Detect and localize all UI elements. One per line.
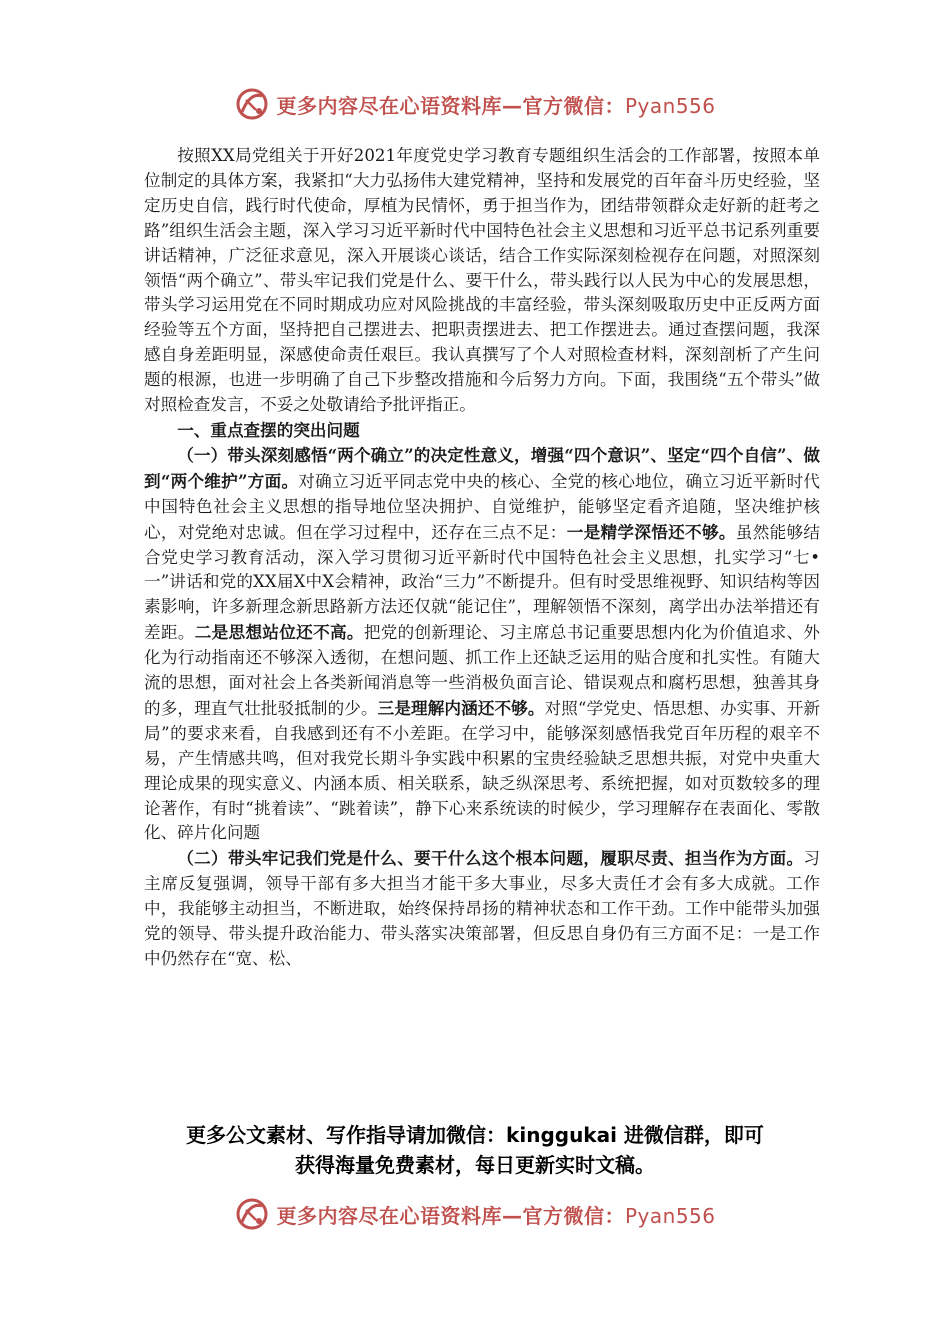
section-1-title: （一）带头深刻感悟“两个确立”的决定性意义，增强“四个意识”、坚定“四个自信”、做到“两个维护”方面。: [144, 444, 820, 491]
section-2-paragraph: （二）带头牢记我们党是什么、要干什么这个根本问题，履职尽责、担当作为方面。习主席反复强调，领导干部有多大担当才能干多大事业，尽多大责任才会有多大成就。工作中，我能够主动担当，不断进取，始终保持昂扬的精神状态和工作干劲。工作中能带头加强党的领导、带头提升政治能力、带头落实决策部署，但反思自身仍有三方面不足：一是工作中仍然存在“宽、松、: [144, 848, 820, 968]
section-1-paragraph: （一）带头深刻感悟“两个确立”的决定性意义，增强“四个意识”、坚定“四个自信”、做到“两个维护”方面。对确立习近平同志党中央的核心、全党的核心地位，确立习近平新时代中国特色社会主义思想的指导地位坚决拥护、自觉维护，能够坚定看齐追随，坚决维护核心，对党绝对忠诚。但在学习过程中，还存在三点不足：一是精学深悟还不够。虽然能够结合党史学习教育活动，深入学习贯彻习近平新时代中国特色社会主义思想，扎实学习“七•一”讲话和党的XX届X中X会精神，政治“三力”不断提升。但有时受思维视野、知识结构等因素影响，许多新理念新思路新方法还仅就“能记住”，理解领悟不深刻，离学出办法举措还有差距。二是思想站位还不高。把党的创新理论、习主席总书记重要思想内化为价值追求、外化为行动指南还不够深入透彻，在想问题、抓工作上还缺乏运用的贴合度和扎实性。有随大流的思想，面对社会上各类新闻消息等一些消极负面言论、错误观点和腐朽思想，独善其身的多，理直气壮批驳抵制的少。三是理解内涵还不够。对照“学党史、悟思想、办实事、开新局”的要求来看，自我感到还有不小差距。在学习中，能够深刻感悟我党百年历程的艰辛不易，产生情感共鸣，但对我党长期斗争实践中积累的宝贵经验缺乏思想共振，对党中央重大理论成果的现实意义、内涵本质、相关联系，缺乏纵深思考、系统把握，如对页数较多的理论著作，有时“挑着读”、“跳着读”，静下心来系统读的时候少，学习理解存在表面化、零散化、碎片化问题: [144, 444, 821, 843]
point-3: 三是理解内涵还不够。: [377, 697, 545, 718]
point-1: 一是精学深悟还不够。: [566, 521, 736, 542]
header-banner: [0, 84, 950, 124]
wechat-id: Pyan556: [624, 1203, 716, 1228]
promo-line-1: 更多公文素材、写作指导请加微信：kinggukai 进微信群，即可: [186, 1123, 764, 1147]
section-2-title: （二）带头牢记我们党是什么、要干什么这个根本问题，履职尽责、担当作为方面。: [177, 848, 804, 869]
calligraphy-seal-icon: [234, 86, 270, 122]
calligraphy-seal-icon: [234, 1196, 270, 1232]
promo-notice: [0, 1120, 950, 1180]
document-body: [144, 144, 820, 972]
footer-banner: [0, 1194, 950, 1234]
wechat-id: Pyan556: [624, 93, 716, 118]
intro-paragraph: 按照XX局党组关于开好2021年度党史学习教育专题组织生活会的工作部署，按照本单位制定的具体方案，我紧扣“大力弘扬伟大建党精神，坚持和发展党的百年奋斗历史经验，坚定历史自信，践行时代使命，厚植为民情怀，勇于担当作为，团结带领群众走好新的赶考之路”组织生活会主题，深入学习习近平新时代中国特色社会主义思想和习近平总书记系列重要讲话精神，广泛征求意见，深入开展谈心谈话，结合工作实际深刻检视存在问题，对照深刻领悟“两个确立”、带头牢记我们党是什么、要干什么，带头践行以人民为中心的发展思想，带头学习运用党在不同时期成功应对风险挑战的丰富经验，带头深刻吸取历史中正反两方面经验等五个方面，坚持把自己摆进去、把职责摆进去、把工作摆进去。通过查摆问题，我深感自身差距明显，深感使命责任艰巨。我认真撰写了个人对照检查材料，深刻剖析了产生问题的根源，也进一步明确了自己下步整改措施和今后努力方向。下面，我围绕“五个带头”做对照检查发言，不妥之处敬请给予批评指正。: [144, 146, 820, 415]
banner-text: 更多内容尽在心语资料库—官方微信：Pyan556: [276, 1203, 716, 1228]
section-heading: 一、重点查摆的突出问题: [177, 419, 360, 440]
point-2: 二是思想站位还不高。: [194, 622, 364, 643]
banner-text: 更多内容尽在心语资料库—官方微信：Pyan556: [276, 93, 716, 118]
promo-line-2: 获得海量免费素材，每日更新实时文稿。: [295, 1153, 655, 1177]
